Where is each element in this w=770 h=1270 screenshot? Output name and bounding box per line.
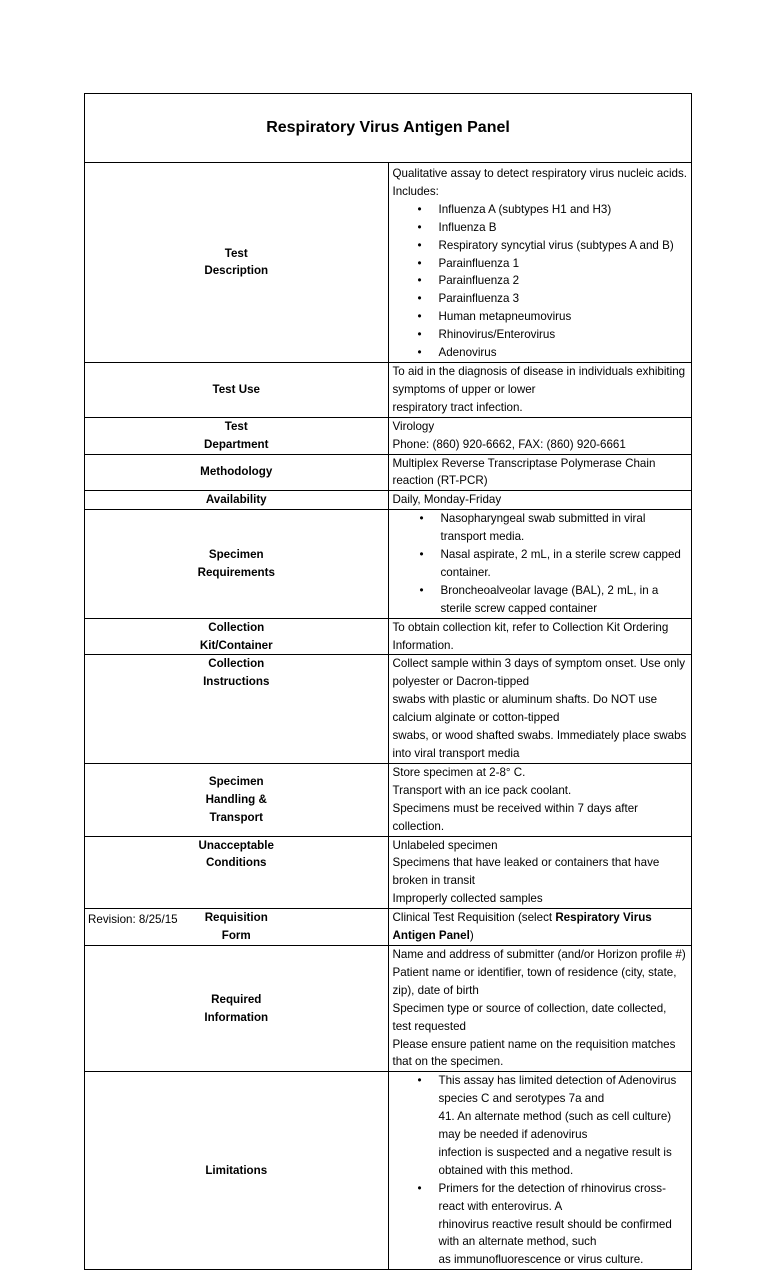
row-methodology bbox=[85, 454, 692, 491]
list-item: • Broncheoalveolar lavage (BAL), 2 mL, in a sterile screw capped container bbox=[441, 582, 689, 618]
list-item: • Parainfluenza 1 bbox=[439, 255, 689, 273]
row-test-department bbox=[85, 417, 692, 454]
description-intro: Qualitative assay to detect respiratory virus nucleic acids. Includes: bbox=[392, 167, 687, 198]
value-specimen-requirements bbox=[388, 510, 692, 618]
list-item: • Parainfluenza 3 bbox=[439, 290, 689, 308]
label-requisition-form: Requisition Form bbox=[85, 909, 389, 946]
list-item: • Human metapneumovirus bbox=[439, 308, 689, 326]
label-test-use: Test Use bbox=[85, 362, 389, 417]
value-methodology: Multiplex Reverse Transcriptase Polymerase Chain reaction (RT-PCR) bbox=[388, 454, 692, 491]
value-collection-kit: To obtain collection kit, refer to Collection Kit Ordering Information. bbox=[388, 618, 692, 655]
list-item: • Influenza A (subtypes H1 and H3) bbox=[439, 201, 689, 219]
label-test-department: Test Department bbox=[85, 417, 389, 454]
value-test-department: Virology Phone: (860) 920-6662, FAX: (860) 920-6661 bbox=[388, 417, 692, 454]
label-collection-kit: Collection Kit/Container bbox=[85, 618, 389, 655]
label-specimen-handling: Specimen Handling & Transport bbox=[85, 763, 389, 836]
row-required-information bbox=[85, 945, 692, 1071]
list-item: • Rhinovirus/Enterovirus bbox=[439, 326, 689, 344]
row-collection-kit bbox=[85, 618, 692, 655]
requisition-panel-name: Respiratory Virus Antigen Panel bbox=[392, 911, 652, 943]
row-test-use bbox=[85, 362, 692, 417]
value-unacceptable-conditions: Unlabeled specimen Specimens that have leaked or containers that have broken in transit Improperly collected samples bbox=[388, 836, 692, 909]
value-specimen-handling: Store specimen at 2-8° C. Transport with an ice pack coolant. Specimens must be received within 7 days after collection. bbox=[388, 763, 692, 836]
list-item: • Influenza B bbox=[439, 219, 689, 237]
label-specimen-requirements: Specimen Requirements bbox=[85, 510, 389, 618]
list-item: • This assay has limited detection of Adenovirus species C and serotypes 7a and 41. An alternate method (such as cell culture) may be needed if adenovirus infection is suspected and a negative result is obtained with this method. bbox=[439, 1072, 689, 1179]
row-specimen-requirements bbox=[85, 510, 692, 618]
revision-date: Revision: 8/25/15 bbox=[88, 913, 178, 926]
row-collection-instructions bbox=[85, 655, 692, 763]
label-unacceptable-conditions: Unacceptable Conditions bbox=[85, 836, 389, 909]
list-item: • Adenovirus bbox=[439, 344, 689, 362]
limitations-list bbox=[393, 1072, 689, 1269]
label-test-description: Test Description bbox=[85, 163, 389, 363]
title-row bbox=[85, 94, 692, 163]
value-limitations bbox=[388, 1072, 692, 1270]
value-collection-instructions: Collect sample within 3 days of symptom onset. Use only polyester or Dacron-tipped swabs with plastic or aluminum shafts. Do NOT use calcium alginate or cotton-tipped swabs, or wood shafted swabs. Immediately place swabs into viral transport media bbox=[388, 655, 692, 763]
test-info-table bbox=[84, 93, 692, 1270]
document bbox=[84, 93, 692, 1270]
label-availability: Availability bbox=[85, 491, 389, 510]
row-test-description bbox=[85, 163, 692, 363]
page-title: Respiratory Virus Antigen Panel bbox=[85, 94, 692, 163]
list-item: • Nasopharyngeal swab submitted in viral transport media. bbox=[441, 510, 689, 546]
specimen-list bbox=[393, 510, 689, 617]
list-item: • Respiratory syncytial virus (subtypes A and B) bbox=[439, 237, 689, 255]
label-required-information: Required Information bbox=[85, 945, 389, 1071]
row-limitations bbox=[85, 1072, 692, 1270]
value-test-description bbox=[388, 163, 692, 363]
row-specimen-handling bbox=[85, 763, 692, 836]
row-unacceptable-conditions bbox=[85, 836, 692, 909]
value-requisition-form: Clinical Test Requisition (select Respiratory Virus Antigen Panel) bbox=[388, 909, 692, 946]
label-collection-instructions: Collection Instructions bbox=[85, 655, 389, 763]
label-methodology: Methodology bbox=[85, 454, 389, 491]
value-availability: Daily, Monday-Friday bbox=[388, 491, 692, 510]
list-item: • Parainfluenza 2 bbox=[439, 272, 689, 290]
row-availability bbox=[85, 491, 692, 510]
list-item: • Primers for the detection of rhinovirus cross-react with enterovirus. A rhinovirus reactive result should be confirmed with an alternate method, such as immunofluorescence or virus culture. bbox=[439, 1180, 689, 1270]
value-required-information: Name and address of submitter (and/or Horizon profile #) Patient name or identifier, town of residence (city, state, zip), date of birth Specimen type or source of collection, date collected, test requested Please ensure patient name on the requisition matches that on the specimen. bbox=[388, 945, 692, 1071]
value-test-use: To aid in the diagnosis of disease in individuals exhibiting symptoms of upper or lower respiratory tract infection. bbox=[388, 362, 692, 417]
label-limitations: Limitations bbox=[85, 1072, 389, 1270]
virus-list bbox=[393, 201, 689, 362]
list-item: • Nasal aspirate, 2 mL, in a sterile screw capped container. bbox=[441, 546, 689, 582]
